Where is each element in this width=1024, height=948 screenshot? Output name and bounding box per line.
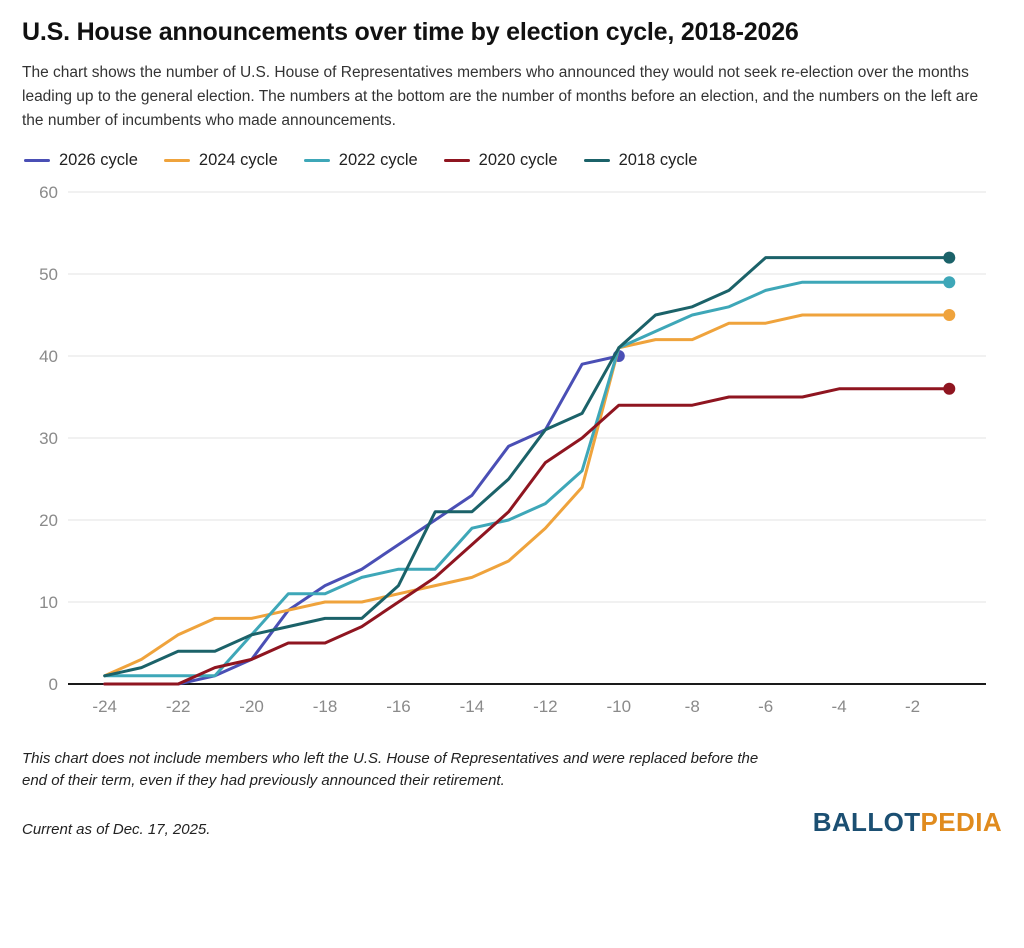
brand-part-two: PEDIA	[920, 806, 1002, 837]
legend-label-2018: 2018 cycle	[618, 150, 698, 169]
x-tick-label--2: -2	[904, 696, 921, 716]
chart-footer	[22, 807, 1002, 838]
brand-part-one: BALLOT	[812, 806, 921, 837]
x-tick-label--8: -8	[684, 696, 700, 716]
x-tick-label--24: -24	[92, 696, 118, 716]
x-tick-label--10: -10	[606, 696, 632, 716]
legend-swatch-2026	[24, 159, 50, 163]
chart-legend	[24, 151, 1002, 170]
x-tick-label--16: -16	[386, 696, 411, 716]
series-line-2018-cycle	[105, 257, 950, 675]
series-endpoint-2024-cycle	[943, 309, 955, 321]
line-chart	[22, 176, 1002, 736]
y-tick-label-60: 60	[39, 182, 58, 202]
legend-swatch-2020	[444, 159, 470, 163]
series-endpoint-2022-cycle	[943, 276, 955, 288]
y-tick-label-10: 10	[39, 592, 58, 612]
ballotpedia-logo	[813, 807, 1002, 838]
legend-item-2018[interactable]	[584, 151, 698, 170]
x-tick-label--18: -18	[312, 696, 338, 716]
series-line-2024-cycle	[105, 315, 950, 676]
chart-canvas	[22, 176, 1002, 736]
legend-swatch-2022	[304, 159, 330, 163]
x-tick-label--12: -12	[533, 696, 558, 716]
chart-description: The chart shows the number of U.S. House of Representatives members who announced they would not seek re-election over the months leading up to the general election. The numbers at the bottom are the number of months before an election, and the numbers on the left are the number of incumbents who made announcements.	[22, 63, 979, 129]
legend-item-2020[interactable]	[444, 151, 558, 170]
legend-swatch-2024	[164, 159, 190, 163]
series-endpoint-2018-cycle	[943, 251, 955, 263]
x-tick-label--6: -6	[758, 696, 774, 716]
x-tick-label--4: -4	[831, 696, 847, 716]
chart-footnote: This chart does not include members who left the U.S. House of Representatives and were replaced before the end of their term, even if they had previously announced their retirement.	[22, 749, 759, 790]
y-tick-label-40: 40	[39, 346, 58, 366]
legend-item-2024[interactable]	[164, 151, 278, 170]
legend-label-2026: 2026 cycle	[59, 150, 138, 169]
legend-swatch-2018	[584, 159, 610, 163]
legend-label-2020: 2020 cycle	[478, 150, 558, 169]
legend-item-2022[interactable]	[304, 151, 418, 170]
x-tick-label--20: -20	[239, 696, 264, 716]
series-line-2020-cycle	[105, 389, 950, 684]
x-tick-label--22: -22	[165, 696, 191, 716]
x-tick-label--14: -14	[459, 696, 485, 716]
current-as-of-label: Current as of Dec. 17, 2025.	[22, 820, 211, 838]
legend-label-2024: 2024 cycle	[198, 150, 278, 169]
series-endpoint-2020-cycle	[943, 383, 955, 395]
y-tick-label-0: 0	[48, 674, 58, 694]
legend-item-2026[interactable]	[24, 151, 138, 170]
y-tick-label-50: 50	[39, 264, 58, 284]
legend-label-2022: 2022 cycle	[338, 150, 418, 169]
y-tick-label-30: 30	[39, 428, 58, 448]
page-title: U.S. House announcements over time by election cycle, 2018-2026	[22, 18, 799, 46]
y-tick-label-20: 20	[39, 510, 58, 530]
series-line-2022-cycle	[105, 282, 950, 676]
